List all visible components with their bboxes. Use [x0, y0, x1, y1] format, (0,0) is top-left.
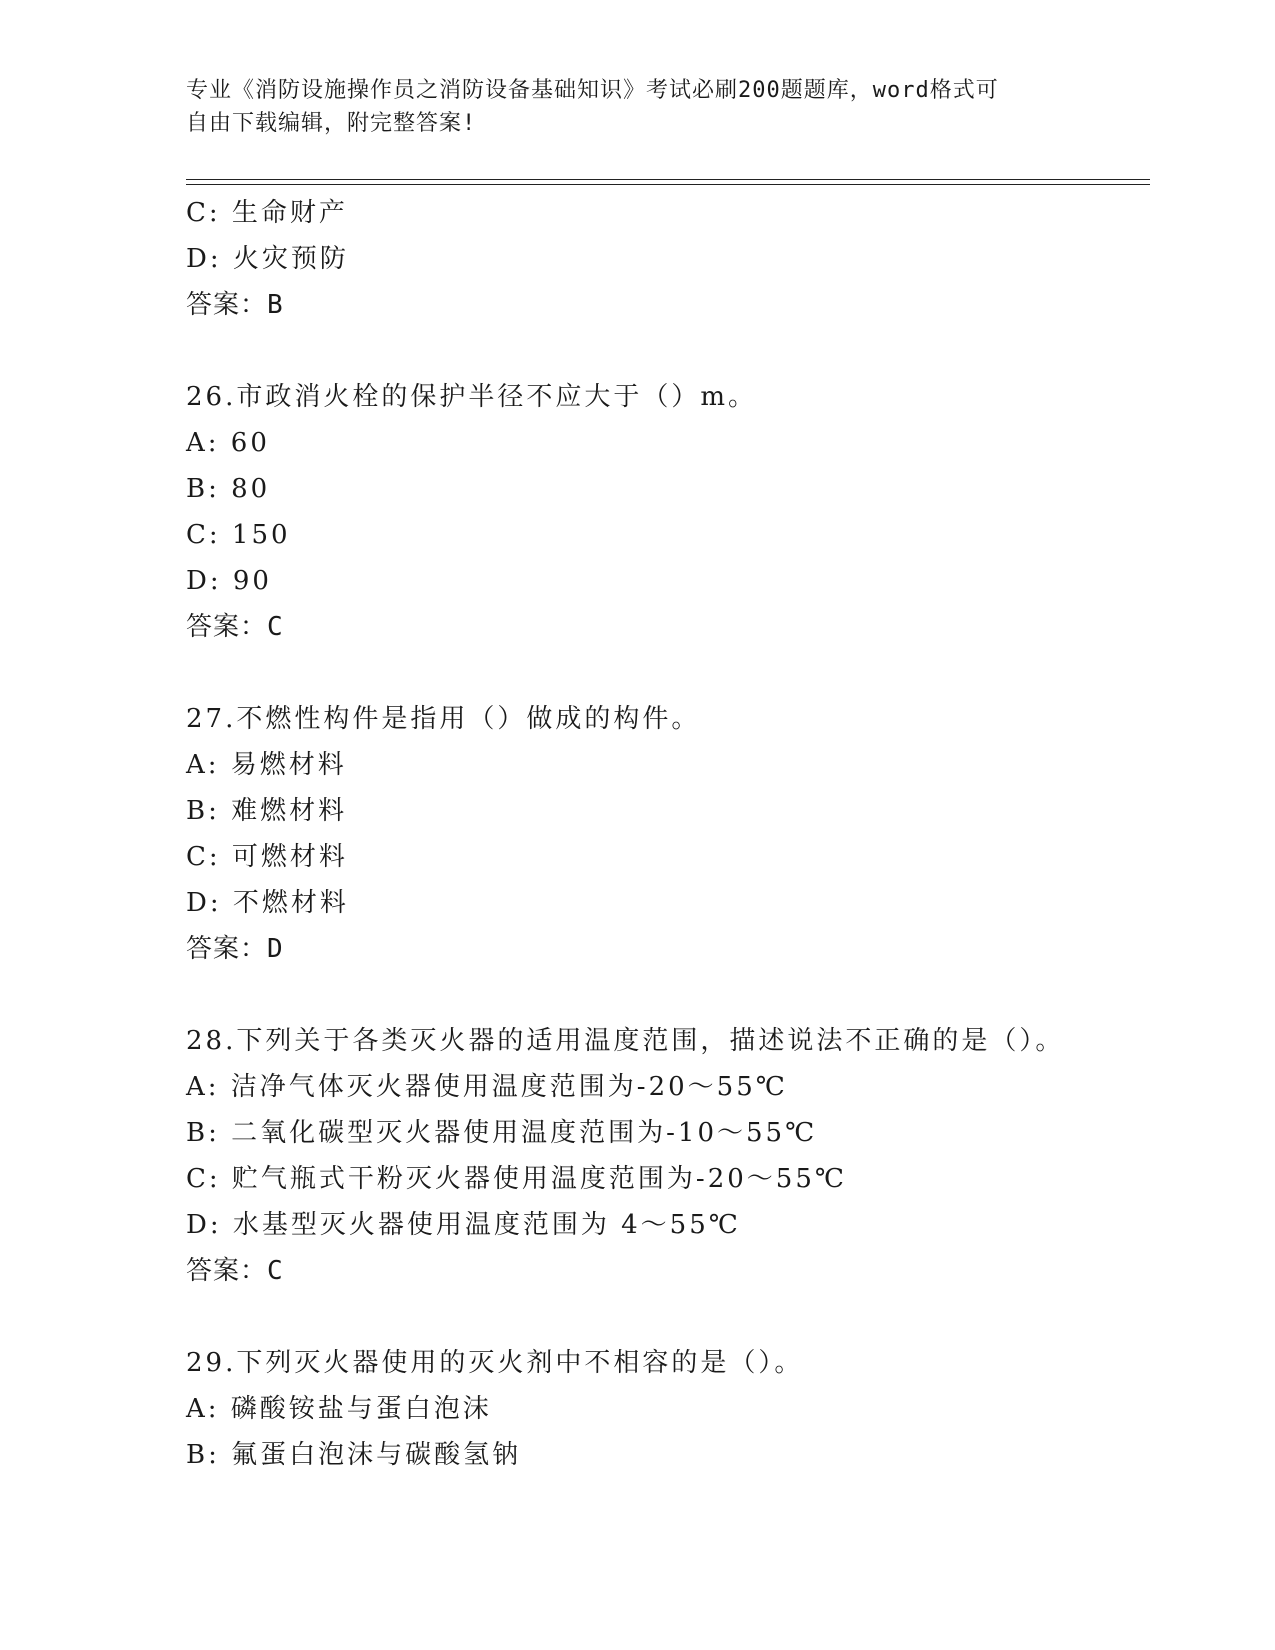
- question-28: [186, 1018, 1146, 1294]
- option-d: D: 水基型灭火器使用温度范围为 4～55℃: [186, 1210, 741, 1240]
- spacer: [186, 972, 1146, 1018]
- option-b: B: 氟蛋白泡沫与碳酸氢钠: [186, 1440, 522, 1470]
- spacer: [186, 1294, 1146, 1340]
- question-list: [186, 190, 1146, 1478]
- question-stem: 29.下列灭火器使用的灭火剂中不相容的是（）。: [186, 1348, 804, 1378]
- option-a: A: 洁净气体灭火器使用温度范围为-20～55℃: [186, 1072, 788, 1102]
- question-26: [186, 374, 1146, 650]
- option-a: A: 60: [186, 428, 270, 458]
- option-b: B: 难燃材料: [186, 796, 348, 826]
- question-27: [186, 696, 1146, 972]
- answer-line: 答案：C: [186, 612, 284, 642]
- option-d: D: 90: [186, 566, 272, 596]
- option-b: B: 二氧化碳型灭火器使用温度范围为-10～55℃: [186, 1118, 818, 1148]
- answer-line: 答案：D: [186, 934, 284, 964]
- question-29: [186, 1340, 1146, 1478]
- question-stem: 28.下列关于各类灭火器的适用温度范围，描述说法不正确的是（）。: [186, 1026, 1065, 1056]
- option-a: A: 易燃材料: [186, 750, 347, 780]
- option-c: C: 生命财产: [186, 198, 348, 228]
- option-a: A: 磷酸铵盐与蛋白泡沫: [186, 1394, 492, 1424]
- header-divider-bottom: [186, 184, 1150, 185]
- question-stem: 26.市政消火栓的保护半径不应大于（）m。: [186, 382, 758, 412]
- option-c: C: 150: [186, 520, 291, 550]
- spacer: [186, 328, 1146, 374]
- answer-line: 答案：C: [186, 1256, 284, 1286]
- header-divider-top: [186, 179, 1150, 180]
- option-b: B: 80: [186, 474, 271, 504]
- option-c: C: 贮气瓶式干粉灭火器使用温度范围为-20～55℃: [186, 1164, 847, 1194]
- document-header: [186, 74, 1066, 140]
- answer-line: 答案：B: [186, 290, 284, 320]
- question-stem: 27.不燃性构件是指用（）做成的构件。: [186, 704, 701, 734]
- option-c: C: 可燃材料: [186, 842, 348, 872]
- header-line-1: 专业《消防设施操作员之消防设备基础知识》考试必刷200题题库，word格式可: [186, 78, 999, 103]
- spacer: [186, 650, 1146, 696]
- option-d: D: 不燃材料: [186, 888, 349, 918]
- header-line-2: 自由下载编辑，附完整答案!: [186, 111, 477, 136]
- question-25-fragment: [186, 190, 1146, 328]
- option-d: D: 火灾预防: [186, 244, 349, 274]
